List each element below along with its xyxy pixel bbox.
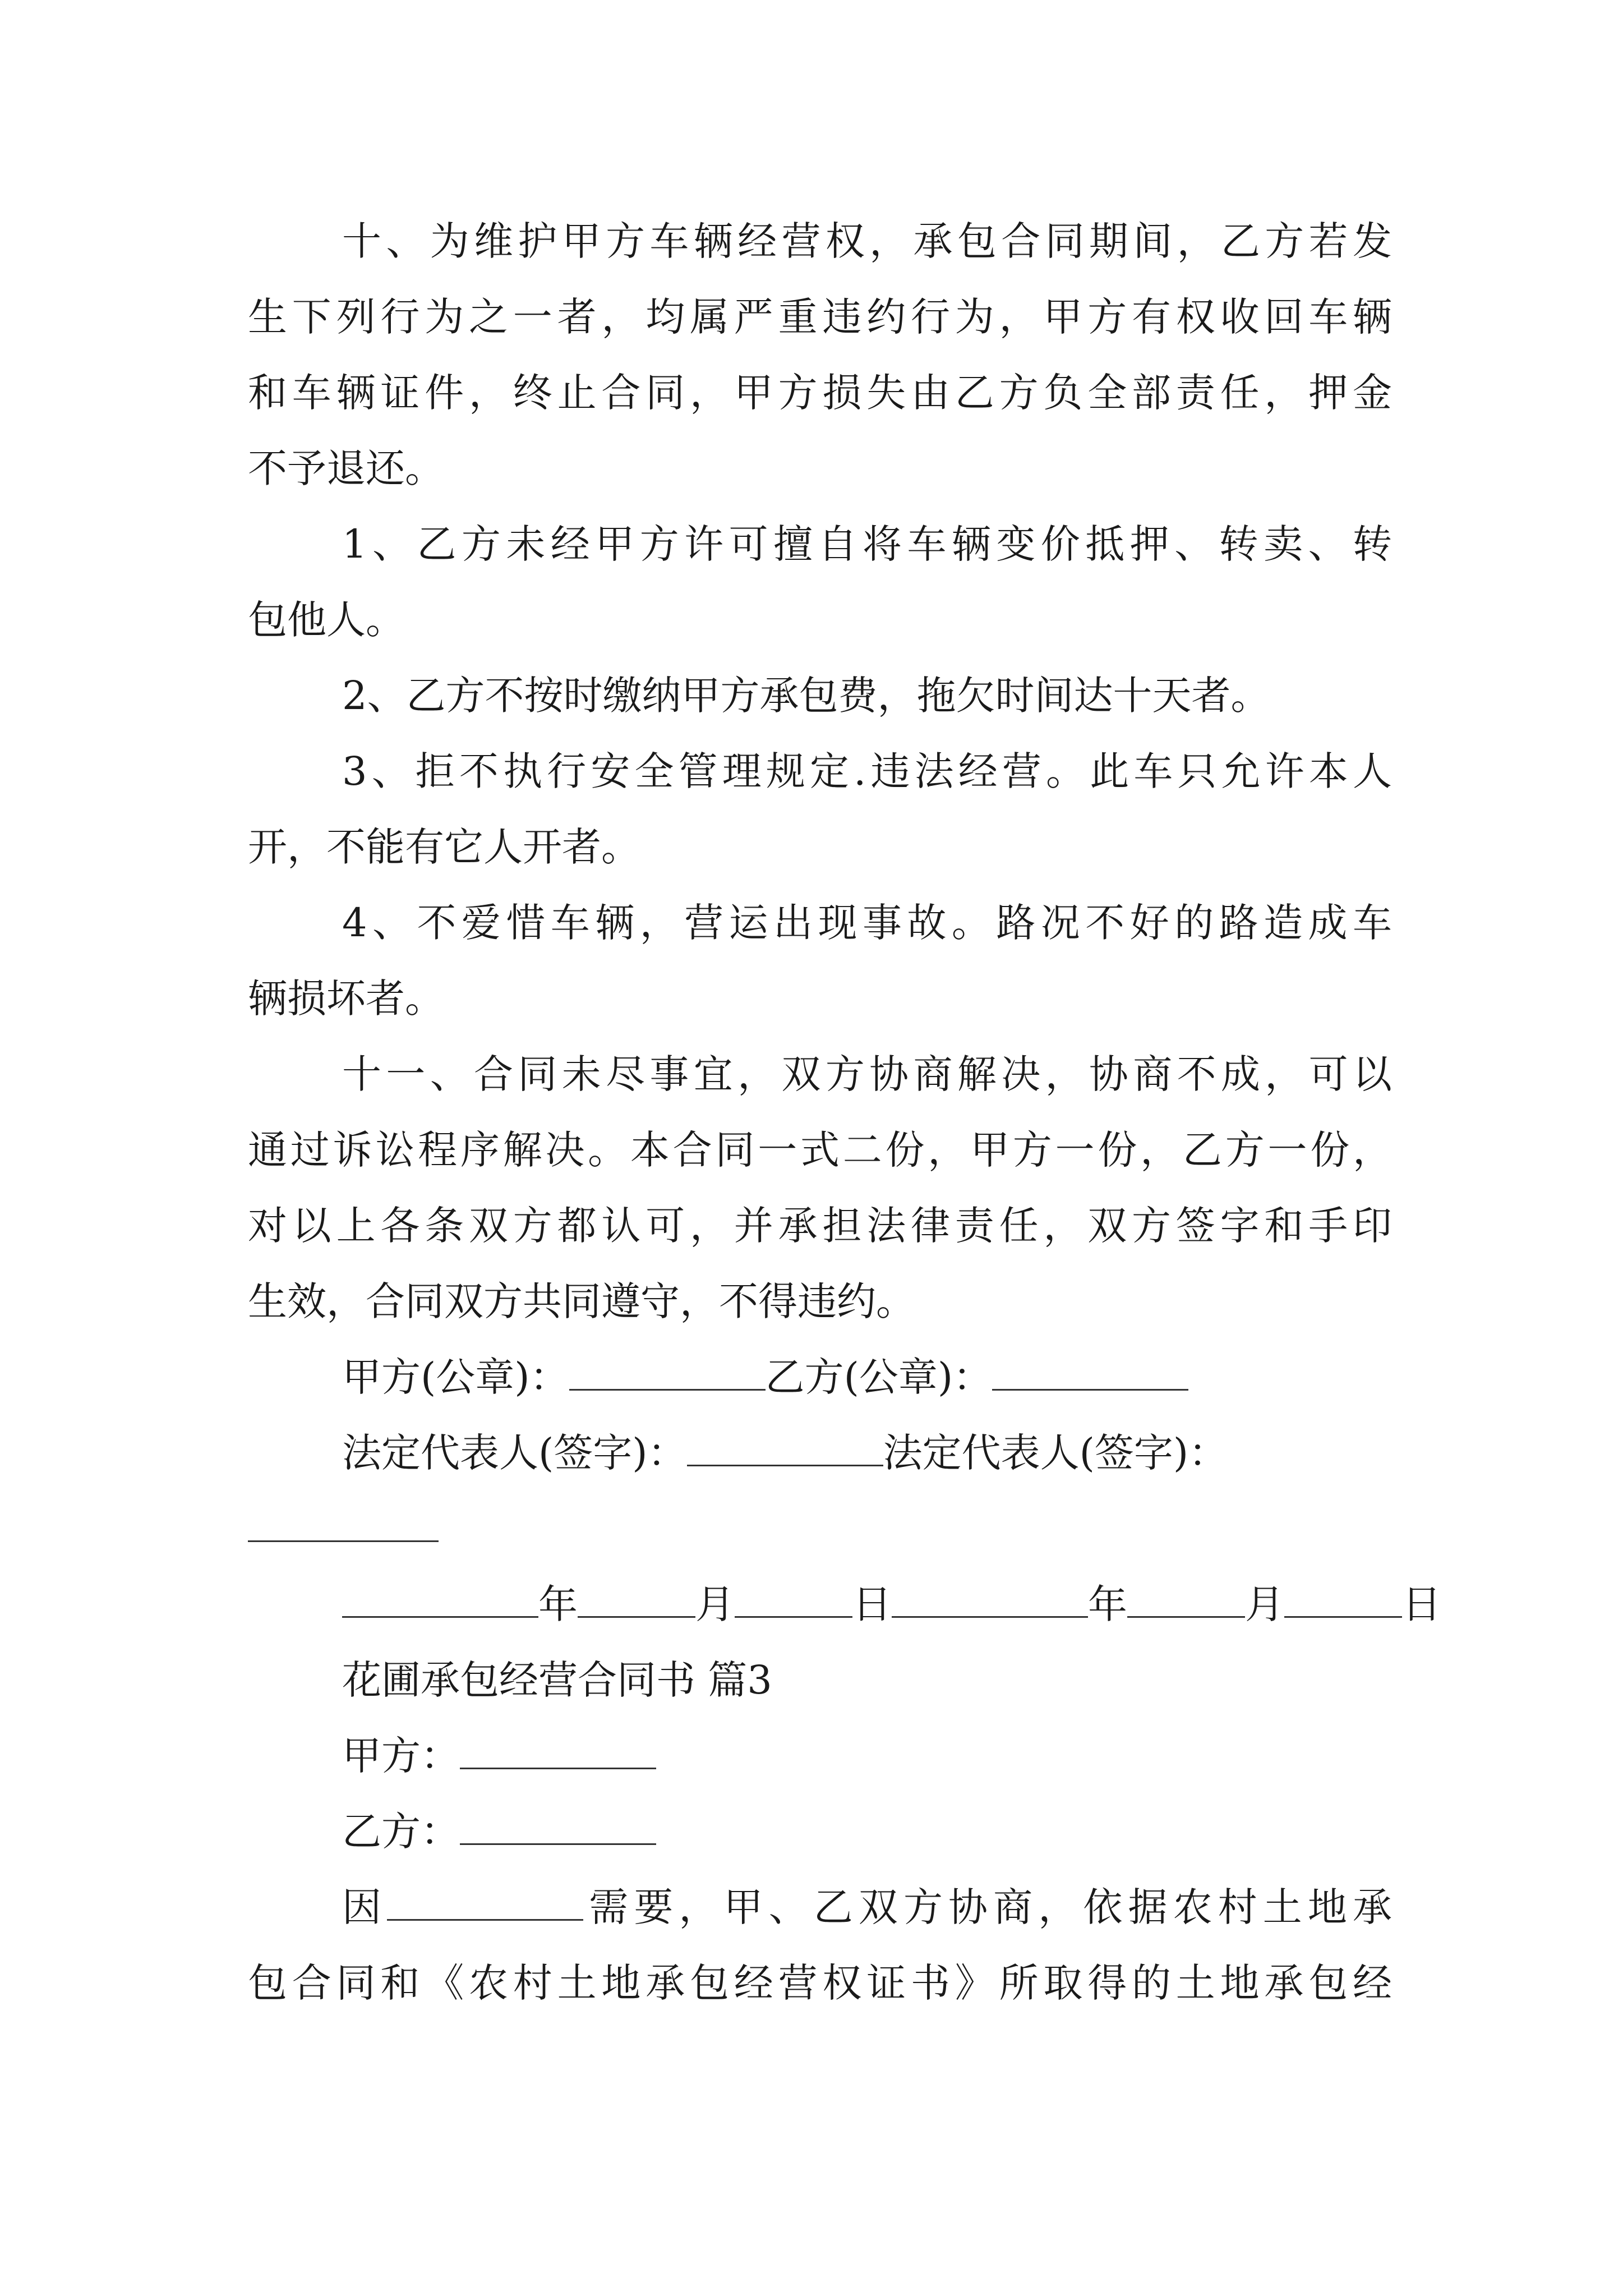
date-b-year-blank[interactable] bbox=[892, 1580, 1088, 1618]
date-line bbox=[342, 1576, 1441, 1632]
party-b-seal-label: 乙方(公章)： bbox=[765, 1354, 993, 1400]
date-b-day-blank[interactable] bbox=[1284, 1580, 1402, 1618]
rep-b-blank[interactable] bbox=[248, 1504, 439, 1542]
clause-10-line-3: 和车辆证件，终止合同，甲方损失由乙方负全部责任，押金 bbox=[248, 370, 1392, 416]
item-3-line-2: 开，不能有它人开者。 bbox=[248, 824, 640, 870]
item-4-line-2: 辆损坏者。 bbox=[248, 976, 444, 1022]
item-3-line-1: 3、拒不执行安全管理规定.违法经营。此车只允许本人 bbox=[342, 748, 1392, 794]
party-a-seal-label: 甲方(公章)： bbox=[342, 1354, 569, 1400]
seal-line bbox=[342, 1349, 1188, 1405]
date-a-year-label: 年 bbox=[538, 1581, 578, 1627]
date-a-day-blank[interactable] bbox=[735, 1580, 852, 1618]
section-3-party-b-line bbox=[342, 1803, 656, 1860]
clause-11-line-2: 通过诉讼程序解决。本合同一式二份，甲方一份，乙方一份， bbox=[248, 1127, 1392, 1173]
date-a-year-blank[interactable] bbox=[342, 1580, 538, 1618]
item-1-line-2: 包他人。 bbox=[248, 597, 405, 643]
rep-a-label: 法定代表人(签字)： bbox=[342, 1430, 687, 1476]
date-b-day-label: 日 bbox=[1402, 1581, 1441, 1627]
item-2-line-1: 2、乙方不按时缴纳甲方承包费，拖欠时间达十天者。 bbox=[342, 673, 1270, 719]
clause-10-line-4: 不予退还。 bbox=[248, 445, 444, 491]
section-3-party-a-line bbox=[342, 1728, 656, 1784]
date-b-year-label: 年 bbox=[1088, 1581, 1127, 1627]
section-3-intro-blank[interactable] bbox=[387, 1883, 583, 1921]
section-3-title: 花圃承包经营合同书 篇3 bbox=[342, 1657, 772, 1703]
date-b-month-blank[interactable] bbox=[1127, 1580, 1245, 1618]
section-3-party-a-label: 甲方： bbox=[342, 1733, 460, 1779]
item-1-line-1: 1、乙方未经甲方许可擅自将车辆变价抵押、转卖、转 bbox=[342, 521, 1392, 567]
clause-11-line-3: 对以上各条双方都认可，并承担法律责任，双方签字和手印 bbox=[248, 1203, 1392, 1249]
date-a-day-label: 日 bbox=[852, 1581, 892, 1627]
rep-b-label: 法定代表人(签字)： bbox=[883, 1430, 1228, 1476]
item-4-line-1: 4、不爱惜车辆，营运出现事故。路况不好的路造成车 bbox=[342, 900, 1392, 946]
section-3-party-b-label: 乙方： bbox=[342, 1809, 460, 1855]
date-a-month-label: 月 bbox=[695, 1581, 735, 1627]
representative-line bbox=[342, 1425, 1228, 1481]
clause-11-line-4: 生效，合同双方共同遵守，不得违约。 bbox=[248, 1278, 915, 1324]
party-a-seal-blank[interactable] bbox=[569, 1353, 766, 1391]
section-3-party-a-blank[interactable] bbox=[460, 1732, 656, 1769]
clause-11-line-1: 十一、合同未尽事宜，双方协商解决，协商不成，可以 bbox=[342, 1051, 1392, 1097]
section-3-intro-line-1 bbox=[342, 1879, 1392, 1935]
rep-a-blank[interactable] bbox=[687, 1429, 883, 1466]
clause-10-line-1: 十、为维护甲方车辆经营权，承包合同期间，乙方若发 bbox=[342, 218, 1392, 264]
date-a-month-blank[interactable] bbox=[578, 1580, 695, 1618]
section-3-intro-line-2: 包合同和《农村土地承包经营权证书》所取得的土地承包经 bbox=[248, 1960, 1392, 2006]
section-3-intro-suffix: 需要，甲、乙双方协商，依据农村土地承 bbox=[583, 1884, 1393, 1930]
section-3-intro-prefix: 因 bbox=[342, 1884, 388, 1930]
date-b-month-label: 月 bbox=[1245, 1581, 1284, 1627]
section-3-party-b-blank[interactable] bbox=[460, 1807, 656, 1845]
party-b-seal-blank[interactable] bbox=[992, 1353, 1188, 1391]
rep-b-blank-line bbox=[248, 1501, 439, 1557]
clause-10-line-2: 生下列行为之一者，均属严重违约行为，甲方有权收回车辆 bbox=[248, 294, 1392, 340]
